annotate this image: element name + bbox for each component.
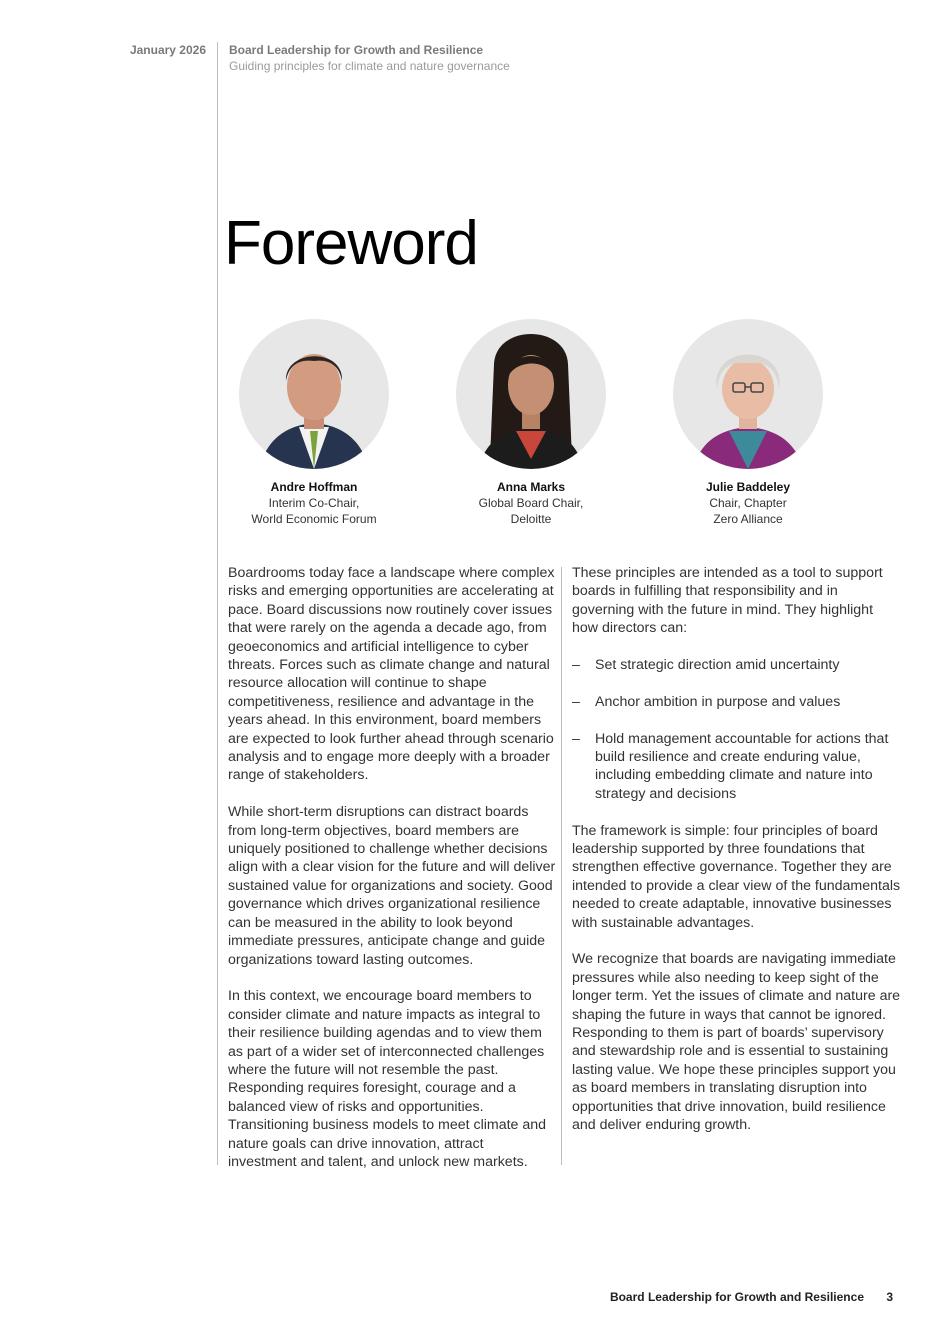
person-name: Julie Baddeley	[705, 480, 791, 494]
person-organization: Deloitte	[510, 512, 552, 526]
header-title: Board Leadership for Growth and Resilience	[229, 43, 484, 57]
portrait-photo	[673, 319, 823, 469]
dash-marker: –	[572, 730, 580, 747]
list-item	[572, 656, 902, 674]
body-paragraph: While short-term disruptions can distract boards from long-term objectives, board members are uniquely positioned to challenge whether decisions align with a clear vision for the future and will deliver sustained value for organizations and society. Good governance which drives organizational resilience can be measured in the ability to look beyond immediate pressures, anticipate change and guide organizations toward lasting outcomes.	[228, 804, 556, 968]
body-paragraph: We recognize that boards are navigating immediate pressures while also needing to keep sight of the longer term. Yet the issues of climate and nature are shaping the future in ways that cannot be ignored. Responding to them is part of boards’ supervisory and stewardship role and is essential to sustaining lasting value. We hope these principles support you as board members in translating disruption into opportunities that drive innovation, build resilience and deliver enduring growth.	[572, 951, 901, 1134]
body-paragraph: The framework is simple: four principles of board leadership supported by three foundations that strengthen effective governance. Together they are intended to provide a clear view of the fundamentals needed to create adaptable, innovative businesses with sustainable advantages.	[572, 822, 901, 931]
header-date: January 2026	[129, 43, 206, 57]
person-name: Andre Hoffman	[270, 480, 358, 494]
bullet-list	[572, 656, 902, 803]
person-name: Anna Marks	[496, 480, 566, 494]
vertical-divider	[217, 42, 218, 1165]
person-role: Interim Co-Chair,	[268, 496, 360, 510]
person-organization: Zero Alliance	[713, 512, 783, 526]
person-card	[431, 319, 631, 527]
dash-marker: –	[572, 657, 580, 674]
person-card	[214, 319, 414, 527]
header-subtitle: Guiding principles for climate and nature governance	[229, 59, 510, 73]
person-role: Chair, Chapter	[709, 496, 787, 510]
list-item-text: Hold management accountable for actions that build resilience and create enduring value, including embedding climate and nature into strategy and decisions	[595, 730, 889, 802]
page-number: 3	[886, 1290, 893, 1304]
page-title: Foreword	[224, 209, 478, 278]
right-column	[572, 564, 902, 1153]
portrait-photo	[239, 319, 389, 469]
body-paragraph: In this context, we encourage board members to consider climate and nature impacts as integral to their resilience building agendas and to view them as part of a wider set of interconnected challenges where the future will not resemble the past. Responding requires foresight, courage and a balanced view of risks and opportunities. Transitioning business models to meet climate and nature goals can drive innovation, attract investment and talent, and unlock new markets.	[228, 988, 547, 1170]
left-column	[228, 564, 556, 1190]
body-paragraph: Boardrooms today face a landscape where complex risks and emerging opportunities are accelerating at pace. Board discussions now routinely cover issues that were rarely on the agenda a decade ago, from geoeconomics and artificial intelligence to cyber threats. Forces such as climate change and natural resource allocation will continue to shape competitiveness, resilience and advantage in the years ahead. In this environment, board members are expected to look further ahead through scenario analysis and to engage more deeply with a broader range of stakeholders.	[228, 565, 555, 784]
list-item-text: Set strategic direction amid uncertainty	[595, 657, 840, 674]
intro-paragraph: These principles are intended as a tool to support boards in fulfilling that responsibility and in governing with the future in mind. They highlight how directors can:	[572, 565, 883, 637]
list-item-text: Anchor ambition in purpose and values	[595, 693, 841, 710]
dash-marker: –	[572, 693, 580, 710]
column-divider	[561, 567, 562, 1165]
footer-title: Board Leadership for Growth and Resilience	[609, 1290, 864, 1304]
portrait-photo	[456, 319, 606, 469]
list-item	[572, 730, 902, 804]
list-item	[572, 693, 902, 711]
person-role: Global Board Chair,	[478, 496, 584, 510]
person-organization: World Economic Forum	[251, 512, 377, 526]
person-card	[648, 319, 848, 527]
